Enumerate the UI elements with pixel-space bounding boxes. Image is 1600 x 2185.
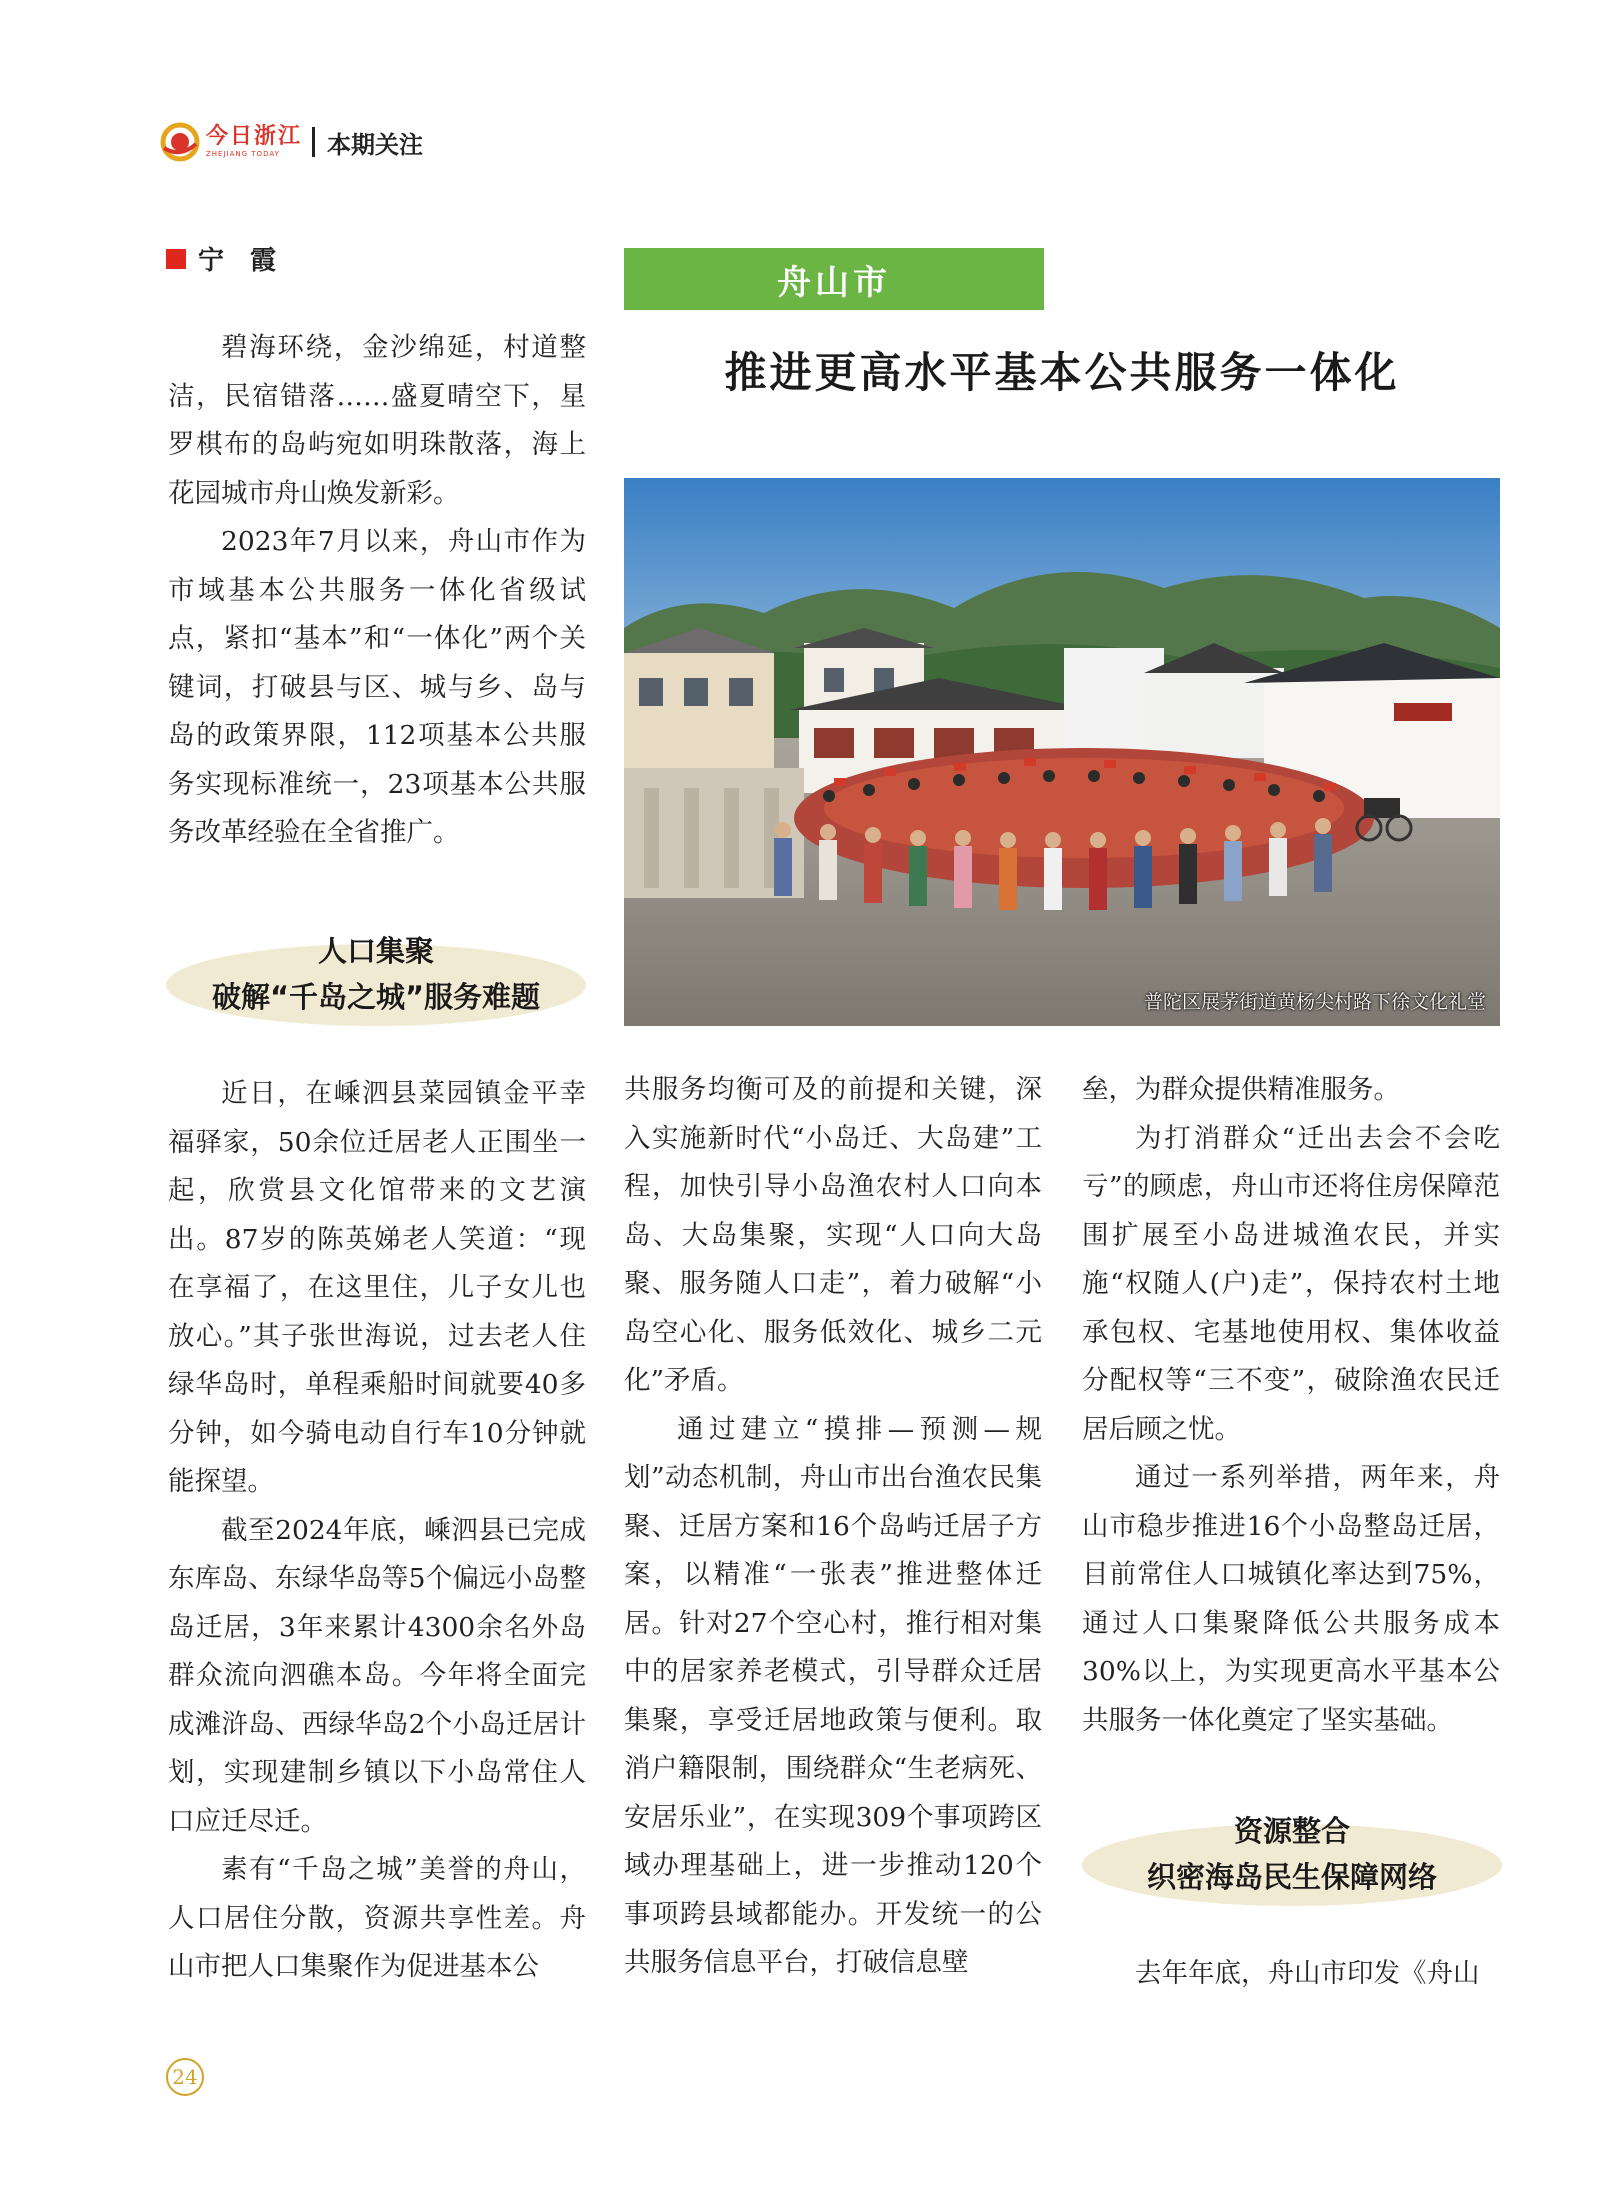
- intro-paragraph-1: 碧海环绕，金沙绵延，村道整洁，民宿错落……盛夏晴空下，星罗棋布的岛屿宛如明珠散落，海上花园城市舟山焕发新彩。: [168, 332, 586, 509]
- section-heading-1-line-2: 破解“千岛之城”服务难题: [211, 980, 541, 1014]
- logo-chinese: 今日浙江: [206, 124, 303, 149]
- logo-wordmark: [206, 126, 302, 158]
- section-heading-1-line-1: 人口集聚: [317, 934, 434, 968]
- section1-paragraph-3-end: 共服务均衡可及的前提和关键，深入实施新时代“小岛迁、大岛建”工程，加快引导小岛渔农村人口向本岛、大岛集聚，实现“人口向大岛聚、服务随人口走”，着力破解“小岛空心化、服务低效化、城乡二元化”矛盾。: [624, 1074, 1042, 1396]
- section1-paragraph-2: 截至2024年底，嵊泗县已完成东库岛、东绿华岛等5个偏远小岛整岛迁居，3年来累计4300余名外岛群众流向泗礁本岛。今年将全面完成滩浒岛、西绿华岛2个小岛迁居计划，实现建制乡镇以下小岛常住人口应迁尽迁。: [168, 1514, 586, 1837]
- article-title: 推进更高水平基本公共服务一体化: [724, 348, 1400, 397]
- photo-caption: 普陀区展茅街道黄杨尖村路下徐文化礼堂: [1143, 991, 1486, 1013]
- section-label: 本期关注: [327, 130, 424, 159]
- section1-paragraph-1: 近日，在嵊泗县菜园镇金平幸福驿家，50余位迁居老人正围坐一起，欣赏县文化馆带来的文艺演出。87岁的陈英娣老人笑道：“现在享福了，在这里住，儿子女儿也放心。”其子张世海说，过去老人住绿华岛时，单程乘船时间就要40多分钟，如今骑电动自行车10分钟就能探望。: [168, 1078, 586, 1497]
- byline-marker-icon: [166, 249, 186, 269]
- article-photo: [624, 478, 1500, 1026]
- header-divider: [312, 127, 315, 157]
- masthead: [160, 118, 423, 166]
- body-column-1: [168, 1070, 586, 1992]
- body-column-3-continued: [1082, 1950, 1500, 1999]
- section2-paragraph-1-start: 去年年底，舟山市印发《舟山: [1135, 1958, 1480, 1989]
- section1-paragraph-4-start: 通过建立“摸排—预测—规划”动态机制，舟山市出台渔农民集聚、迁居方案和16个岛屿迁居子方案，以精准“一张表”推进整体迁居。针对27个空心村，推行相对集中的居家养老模式，引导群众迁居集聚，享受迁居地政策与便利。取消户籍限制，围绕群众“生老病死、安居乐业”，在实现309个事项跨区域办理基础上，进一步推动120个事项跨县域都能办。开发统一的公共服务信息平台，打破信息壁: [624, 1413, 1042, 1978]
- section-heading-1: [166, 918, 586, 1030]
- zhejiang-today-logo-icon: [160, 122, 200, 162]
- section1-paragraph-5: 为打消群众“迁出去会不会吃亏”的顾虑，舟山市还将住房保障范围扩展至小岛进城渔农民，并实施“权随人(户)走”，保持农村土地承包权、宅基地使用权、集体收益分配权等“三不变”，破除渔农民迁居后顾之忧。: [1082, 1122, 1500, 1445]
- city-banner: [624, 248, 1044, 310]
- byline: [166, 240, 276, 277]
- section-heading-2: [1082, 1798, 1502, 1910]
- author-name: 宁 霞: [198, 246, 277, 276]
- section1-paragraph-3-start: 素有“千岛之城”美誉的舟山，人口居住分散，资源共享性差。舟山市把人口集聚作为促进基本公: [168, 1854, 586, 1982]
- section-heading-2-line-1: 资源整合: [1233, 1814, 1350, 1848]
- intro-text-block: [168, 324, 586, 858]
- body-column-3: [1082, 1066, 1500, 1745]
- logo-english: ZHEJIANG TODAY: [206, 150, 280, 158]
- section1-paragraph-6: 通过一系列举措，两年来，舟山市稳步推进16个小岛整岛迁居，目前常住人口城镇化率达到75%，通过人口集聚降低公共服务成本30%以上，为实现更高水平基本公共服务一体化奠定了坚实基础。: [1082, 1462, 1500, 1736]
- body-column-2: [624, 1066, 1042, 1988]
- section-heading-2-line-2: 织密海岛民生保障网络: [1146, 1860, 1437, 1894]
- crowd-photo-illustration: [624, 478, 1500, 1026]
- intro-paragraph-2: 2023年7月以来，舟山市作为市域基本公共服务一体化省级试点，紧扣“基本”和“一体化”两个关键词，打破县与区、城与乡、岛与岛的政策界限，112项基本公共服务实现标准统一，23项基本公共服务改革经验在全省推广。: [168, 526, 586, 848]
- city-name: 舟山市: [777, 262, 891, 303]
- section1-paragraph-4-end: 垒，为群众提供精准服务。: [1082, 1074, 1400, 1105]
- page-number: 24: [166, 2058, 204, 2096]
